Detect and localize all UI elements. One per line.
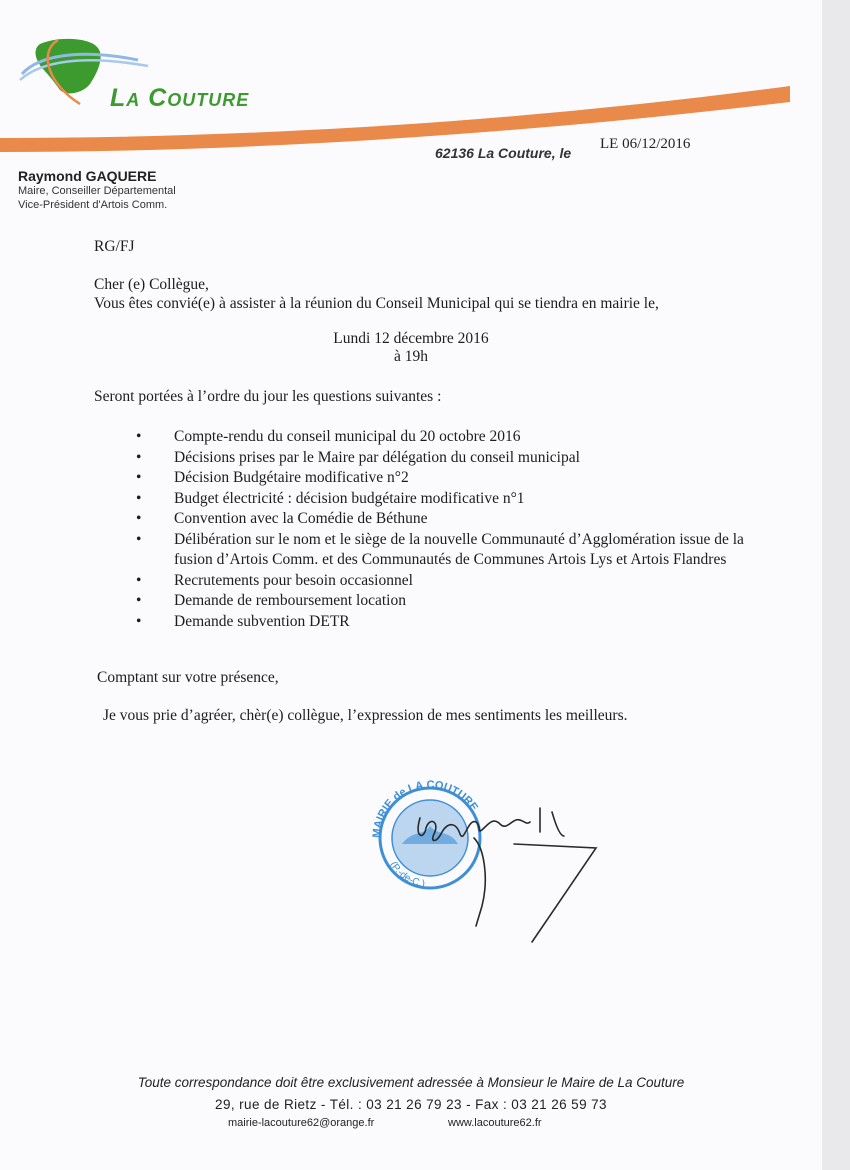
mayor-stamp-signature-icon bbox=[364, 778, 604, 948]
letter-date: LE 06/12/2016 bbox=[600, 136, 691, 152]
closing-presence: Comptant sur votre présence, bbox=[97, 669, 279, 686]
bullet-icon: • bbox=[136, 489, 142, 507]
logo-wordmark: La Couture bbox=[110, 84, 250, 112]
sender-title-2: Vice-Président d'Artois Comm. bbox=[18, 199, 168, 211]
list-item: • Décisions prises par le Maire par délégation du conseil municipal bbox=[130, 448, 770, 469]
letter-place: 62136 La Couture, le bbox=[435, 145, 572, 161]
list-item: • Convention avec la Comédie de Béthune bbox=[130, 509, 770, 530]
sender-title-1: Maire, Conseiller Départemental bbox=[18, 185, 176, 197]
bullet-icon: • bbox=[136, 612, 142, 630]
closing-formula: Je vous prie d’agréer, chèr(e) collègue, l’expression de mes sentiments les meilleurs. bbox=[103, 707, 628, 724]
list-item: • Compte-rendu du conseil municipal du 20 octobre 2016 bbox=[130, 427, 770, 448]
intro-text: Vous êtes convié(e) à assister à la réunion du Conseil Municipal qui se tiendra en mairie le, bbox=[94, 295, 659, 312]
bullet-icon: • bbox=[136, 530, 142, 548]
list-item: • Délibération sur le nom et le siège de la nouvelle Communauté d’Agglomération issue de la fusion d’Artois Comm. et des Communautés de Communes Artois Lys et Artois Flandres bbox=[136, 530, 744, 568]
salutation: Cher (e) Collègue, bbox=[94, 276, 209, 293]
bullet-icon: • bbox=[136, 592, 142, 609]
meeting-date: Lundi 12 décembre 2016 bbox=[333, 330, 489, 347]
list-item: • Décision Budgétaire modificative n°2 bbox=[130, 468, 770, 489]
reference: RG/FJ bbox=[94, 238, 135, 255]
footer-email[interactable]: mairie-lacouture62@orange.fr bbox=[228, 1117, 375, 1129]
list-item: • Demande de remboursement location bbox=[130, 591, 770, 612]
footer-address: 29, rue de Rietz - Tél. : 03 21 26 79 23 - Fax : 03 21 26 59 73 bbox=[215, 1097, 607, 1112]
agenda-list bbox=[130, 427, 770, 632]
bullet-icon: • bbox=[136, 469, 142, 486]
bullet-icon: • bbox=[136, 448, 142, 466]
bullet-icon: • bbox=[136, 428, 142, 445]
bullet-icon: • bbox=[136, 510, 142, 527]
svg-text:(P.-de-C.): (P.-de-C.) bbox=[387, 859, 426, 890]
list-item: • Demande subvention DETR bbox=[130, 612, 770, 633]
bullet-icon: • bbox=[136, 571, 142, 589]
meeting-time: à 19h bbox=[393, 348, 428, 365]
sender-name: Raymond GAQUERE bbox=[18, 168, 157, 184]
agenda-intro: Seront portées à l’ordre du jour les questions suivantes : bbox=[94, 388, 442, 405]
list-item: • Recrutements pour besoin occasionnel bbox=[130, 571, 770, 592]
page-edge bbox=[822, 0, 850, 1170]
list-item: • Budget électricité : décision budgétaire modificative n°1 bbox=[130, 489, 770, 510]
footer-notice: Toute correspondance doit être exclusivement adressée à Monsieur le Maire de La Couture bbox=[137, 1075, 685, 1090]
footer-website[interactable]: www.lacouture62.fr bbox=[448, 1117, 542, 1129]
svg-text:MAIRIE de LA COUTURE: MAIRIE de LA COUTURE bbox=[370, 778, 481, 839]
